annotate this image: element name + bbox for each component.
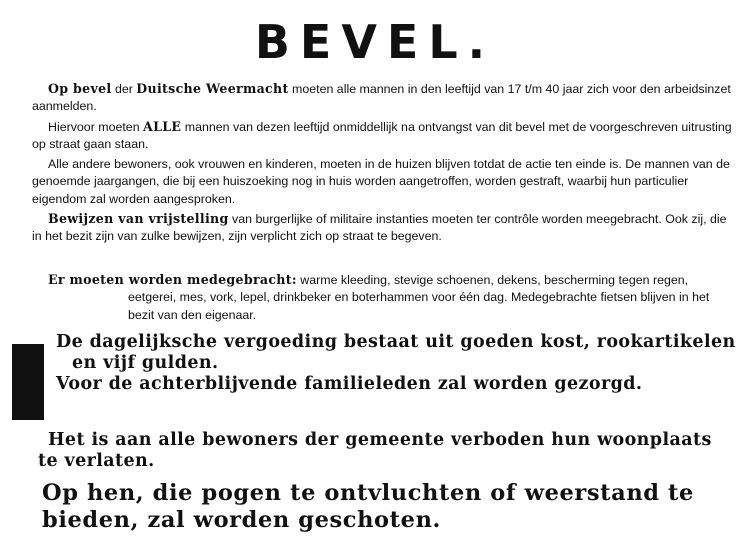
paragraph-exemption: [32, 210, 732, 246]
emphasis-alle: ALLE: [143, 119, 182, 134]
paragraph-other-residents: Alle andere bewoners, ook vrouwen en kinderen, moeten in de huizen blijven totdat de actie ten einde is. De mannen van de genoemde jaargangen, die bij een huiszoeking nog in huis worden aangetroffen, worden gestraft, waarbij hun particulier eigendom zal worden aangesproken.: [32, 157, 730, 206]
paragraph-text: van burgerlijke of militaire instanties moeten ter contrôle worden meegebracht. Ook zij, die in het bezit zijn van zulke bewijzen, zijn verplicht zich op straat te begeven.: [32, 212, 727, 244]
paragraph-text: der: [111, 82, 137, 96]
paragraph-order: [32, 80, 732, 116]
statement-compensation: De dagelijksche vergoeding bestaat uit goeden kost, rookartikelen en vijf gulden.: [56, 332, 736, 373]
paragraph-text: mannen van dezen leeftijd onmiddellijk na ontvangst van dit bevel met de voorgeschreven uitrusting op straat gaan staan.: [32, 120, 732, 152]
emphasis-exemption: Bewijzen van vrijstelling: [48, 211, 229, 226]
statement-forbidden: Het is aan alle bewoners der gemeente verboden hun woonplaats te verlaten.: [38, 430, 712, 471]
statement-warning: Op hen, die pogen te ontvluchten of weerstand te bieden, zal worden geschoten.: [42, 480, 694, 533]
statement-families: Voor de achterblijvende familieleden zal worden gezorgd.: [56, 374, 643, 394]
paragraph-items-to-bring: [48, 271, 732, 324]
paragraph-text: moeten alle mannen in den leeftijd van 17 t/m 40 jaar zich voor den arbeidsinzet aanmelden.: [32, 82, 731, 114]
black-marker-bar: [12, 344, 44, 420]
poster-title: BEVEL.: [254, 15, 496, 69]
paragraph-text: warme kleeding, stevige schoenen, dekens, bescherming tegen regen, eetgerei, mes, vork, lepel, drinkbeker en boterhammen voor één dag. Medegebrachte fietsen blijven in het bezit van den eigenaar.: [128, 273, 710, 322]
paragraph-text: Hiervoor moeten: [48, 120, 144, 134]
emphasis-weermacht: Duitsche Weermacht: [136, 81, 289, 96]
emphasis-items-heading: Er moeten worden medegebracht:: [48, 272, 297, 287]
emphasis-op-bevel: Op bevel: [48, 81, 112, 96]
paragraph-all-men: [32, 118, 732, 154]
